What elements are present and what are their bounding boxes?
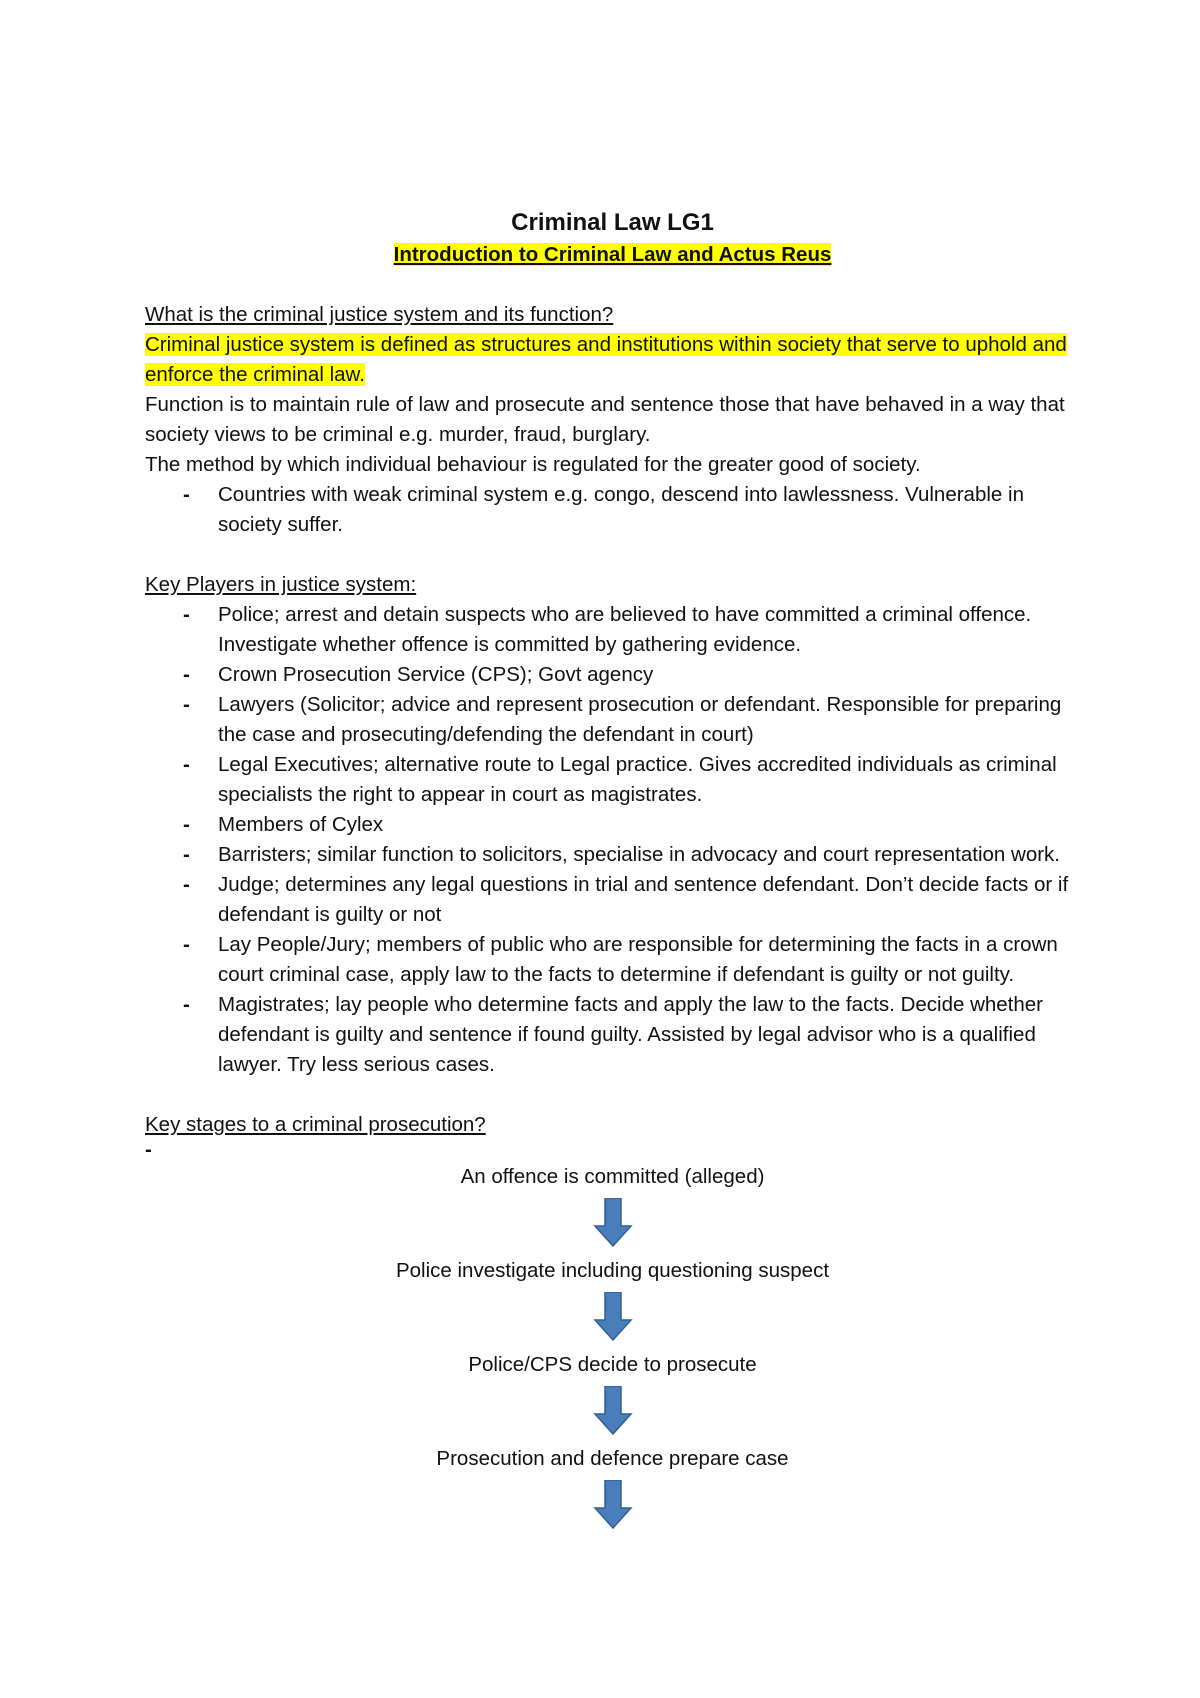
section-heading-cjs: What is the criminal justice system and its function? <box>145 303 614 326</box>
subtitle-text: Introduction to Criminal Law and Actus Reus <box>393 243 832 266</box>
spacer <box>145 1080 1080 1110</box>
document-body <box>145 206 1080 1538</box>
document-subtitle <box>145 240 1080 270</box>
arrow-down-icon <box>593 1386 633 1436</box>
list-item: - Barristers; similar function to solicitors, specialise in advocacy and court representation work. <box>145 840 1080 870</box>
list-item: - Police; arrest and detain suspects who are believed to have committed a criminal offence. Investigate whether offence is committed by gathering evidence. <box>145 600 1080 660</box>
cjs-bullet-list <box>145 480 1080 540</box>
flow-step-prepare: Prosecution and defence prepare case <box>436 1447 789 1470</box>
cjs-method: The method by which individual behaviour is regulated for the greater good of society. <box>145 453 921 476</box>
flow-step-decide: Police/CPS decide to prosecute <box>468 1353 757 1376</box>
list-item: - Crown Prosecution Service (CPS); Govt agency <box>145 660 1080 690</box>
spacer <box>145 540 1080 570</box>
list-item: - Magistrates; lay people who determine facts and apply the law to the facts. Decide whether defendant is guilty and sentence if found guilty. Assisted by legal advisor who is a qualified lawyer. Try less serious cases. <box>145 990 1080 1080</box>
section-heading-key-players: Key Players in justice system: <box>145 573 417 596</box>
arrow-down-icon <box>593 1198 633 1248</box>
list-item: - Legal Executives; alternative route to Legal practice. Gives accredited individuals as criminal specialists the right to appear in court as magistrates. <box>145 750 1080 810</box>
prosecution-flowchart <box>145 1162 1080 1530</box>
spacer <box>145 270 1080 300</box>
flow-step-offence: An offence is committed (alleged) <box>460 1165 765 1188</box>
flow-step-investigate: Police investigate including questioning suspect <box>395 1259 830 1282</box>
list-item: - Lay People/Jury; members of public who are responsible for determining the facts in a crown court criminal case, apply law to the facts to determine if defendant is guilty or not guilty. <box>145 930 1080 990</box>
cjs-definition-text: Criminal justice system is defined as structures and institutions within society that serve to uphold and enforce the criminal law. <box>145 333 1067 386</box>
stray-dash: - <box>145 1138 152 1161</box>
list-item: - Countries with weak criminal system e.g. congo, descend into lawlessness. Vulnerable in society suffer. <box>145 480 1080 540</box>
document-title: Criminal Law LG1 <box>511 209 714 236</box>
list-item: - Lawyers (Solicitor; advice and represent prosecution or defendant. Responsible for preparing the case and prosecuting/defending the defendant in court) <box>145 690 1080 750</box>
list-item: - Members of Cylex <box>145 810 1080 840</box>
cjs-definition <box>145 330 1080 390</box>
section-heading-key-stages: Key stages to a criminal prosecution? <box>145 1113 486 1136</box>
key-players-list <box>145 600 1080 1080</box>
cjs-function: Function is to maintain rule of law and prosecute and sentence those that have behaved in a way that society views to be criminal e.g. murder, fraud, burglary. <box>145 393 1065 446</box>
arrow-down-icon <box>593 1292 633 1342</box>
arrow-down-icon <box>593 1480 633 1530</box>
list-item: - Judge; determines any legal questions in trial and sentence defendant. Don’t decide facts or if defendant is guilty or not <box>145 870 1080 930</box>
